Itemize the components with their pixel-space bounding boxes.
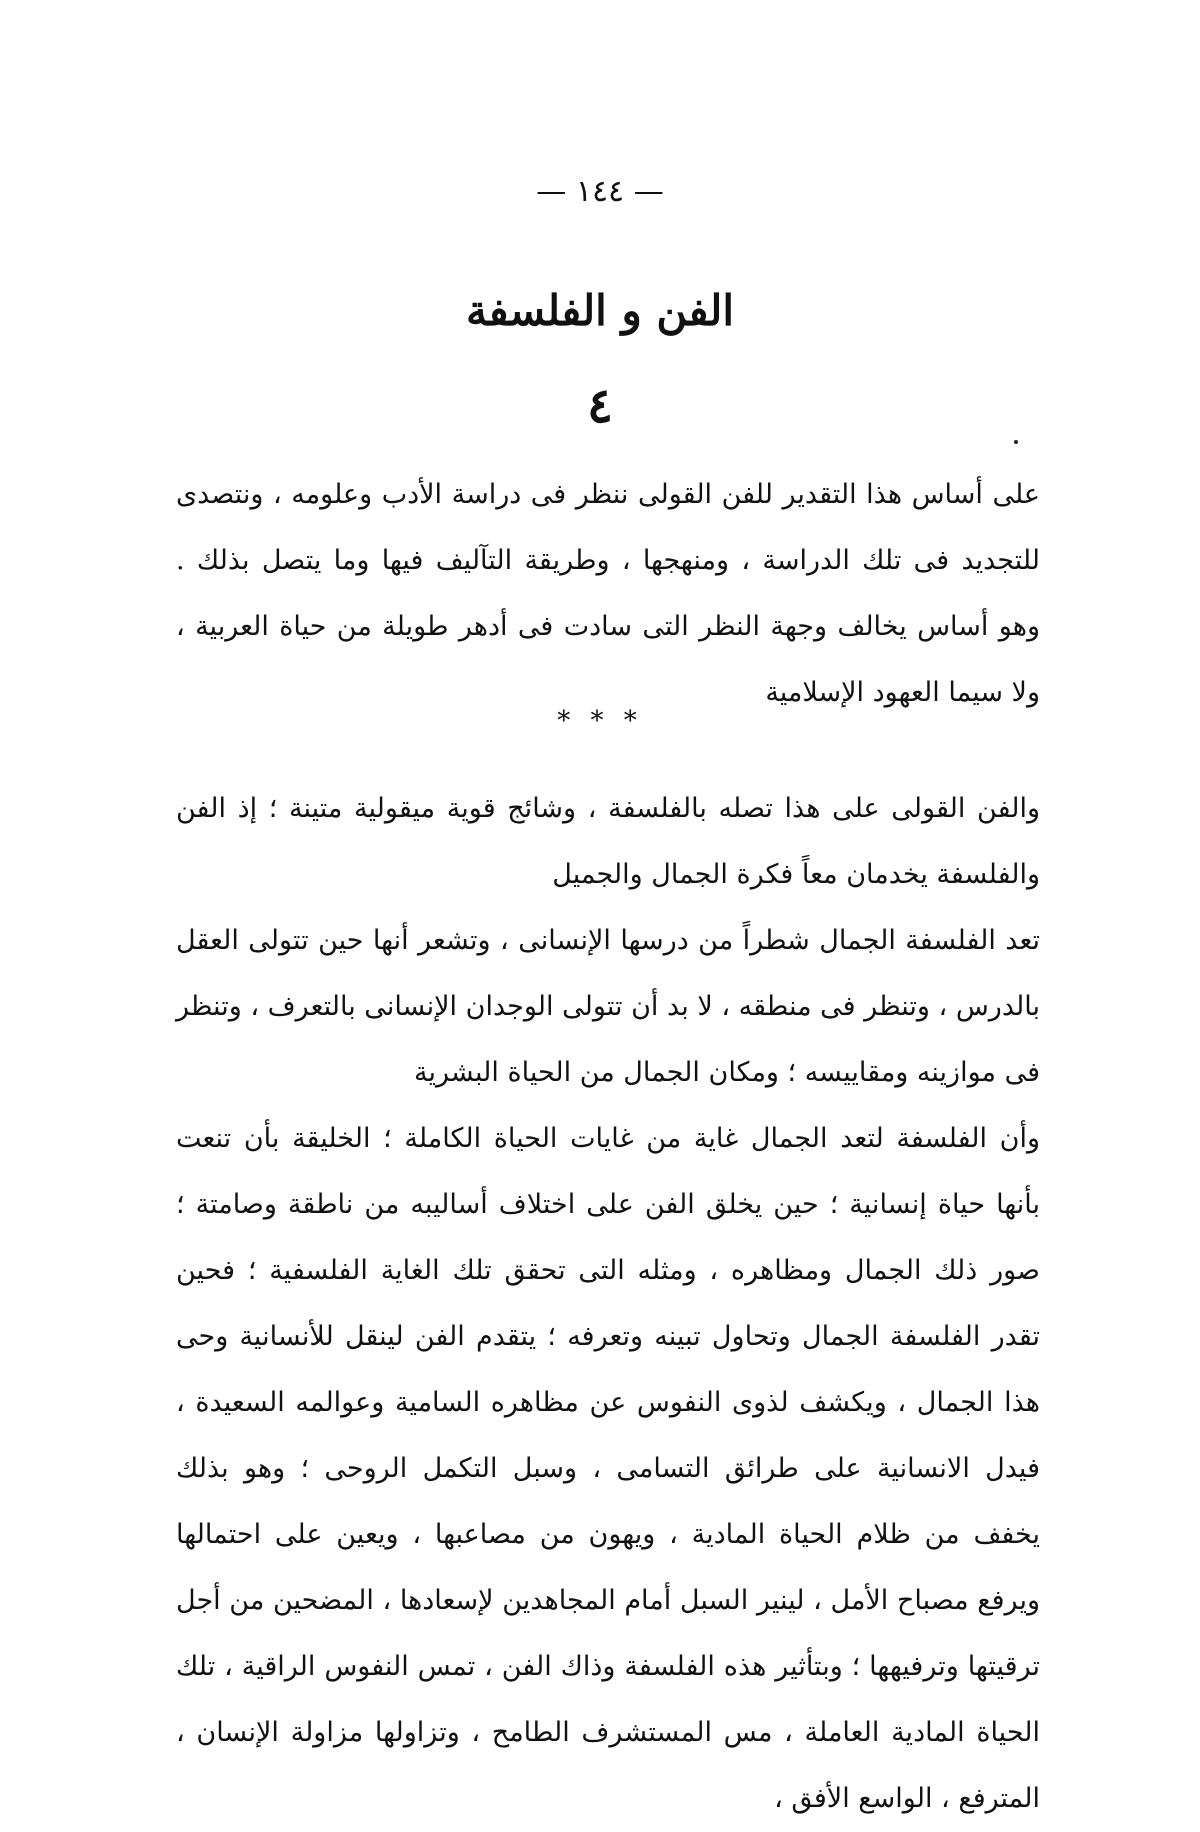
paragraph: والفن القولى على هذا تصله بالفلسفة ، وشائج قوية ميقولية متينة ؛ إذ الفن والفلسفة يخدمان معاً فكرة الجمال والجميل — [176, 793, 1040, 890]
print-dot — [1014, 440, 1018, 444]
section-1-text — [176, 462, 1040, 726]
section-2-text — [176, 776, 1040, 1832]
page-number: — ١٤٤ — — [536, 174, 664, 209]
paragraph: وأن الفلسفة لتعد الجمال غاية من غايات الحياة الكاملة ؛ الخليقة بأن تنعت بأنها حياة إنسانية ؛ حين يخلق الفن على اختلاف أساليبه من ناطقة وصامتة ؛ صور ذلك الجمال ومظاهره ، ومثله التى تحقق تلك الغاية الفلسفية ؛ فحين تقدر الفلسفة الجمال وتحاول تبينه وتعرفه ؛ يتقدم الفن لينقل للأنسانية وحى هذا الجمال ، ويكشف لذوى النفوس عن مظاهره السامية وعوالمه السعيدة ، فيدل الانسانية على طرائق التسامى ، وسبل التكمل الروحى ؛ وهو بذلك يخفف من ظلام الحياة المادية ، ويهون من مصاعبها ، ويعين على احتمالها ويرفع مصباح الأمل ، لينير السبل أمام المجاهدين لإسعادها ، المضحين من أجل ترقيتها وترفيهها ؛ وبتأثير هذه الفلسفة وذاك الفن ، تمس النفوس الراقية ، تلك الحياة المادية العاملة ، مس المستشرف الطامح ، وتزاولها مزاولة الإنسان ، المترفع ، الواسع الأفق ، — [176, 1123, 1040, 1814]
paragraph: تعد الفلسفة الجمال شطراً من درسها الإنسانى ، وتشعر أنها حين تتولى العقل بالدرس ، وتنظر فى منطقه ، لا بد أن تتولى الوجدان الإنسانى بالتعرف ، وتنظر فى موازينه ومقاييسه ؛ ومكان الجمال من الحياة البشرية — [176, 925, 1040, 1088]
section-separator: * * * — [557, 706, 643, 736]
paragraph: على أساس هذا التقدير للفن القولى ننظر فى دراسة الأدب وعلومه ، ونتصدى للتجديد فى تلك الدراسة ، ومنهجها ، وطريقة التآليف فيها وما يتصل بذلك . وهو أساس يخالف وجهة النظر التى سادت فى أدهر طويلة من حياة العربية ، ولا سيما العهود الإسلامية — [176, 479, 1040, 708]
chapter-title: الفن و الفلسفة — [465, 286, 735, 335]
chapter-number: ٤ — [587, 378, 613, 434]
